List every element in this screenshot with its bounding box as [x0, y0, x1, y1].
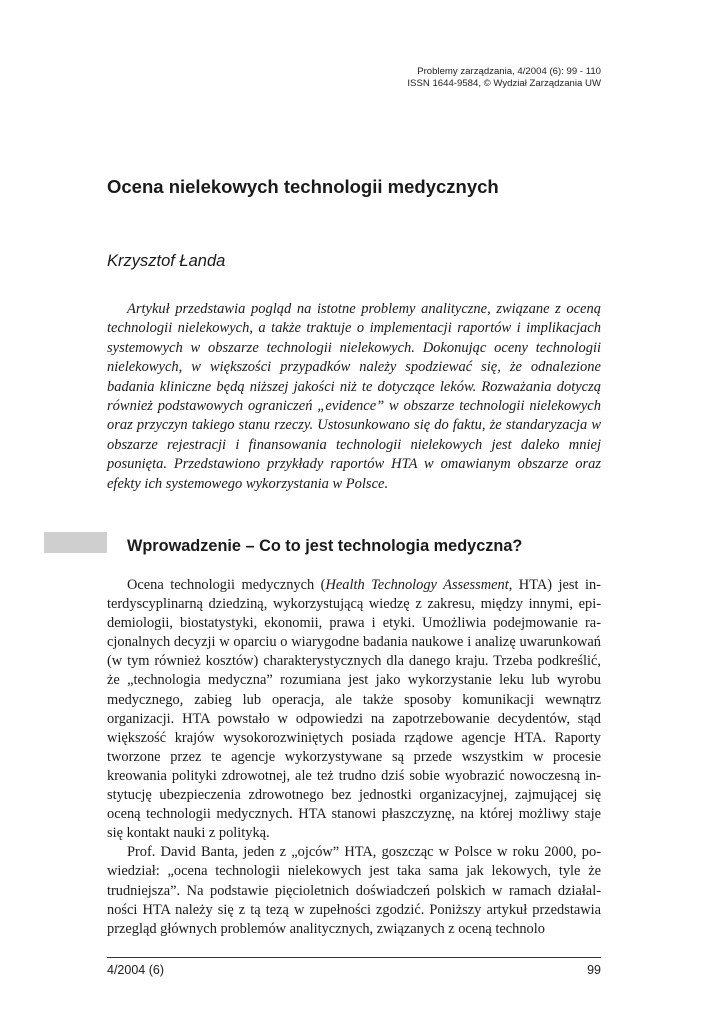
- footer-divider: [107, 957, 601, 958]
- journal-issn: ISSN 1644-9584, © Wydział Zarządzania UW: [407, 78, 601, 89]
- journal-header: [407, 66, 601, 90]
- section-heading: Wprowadzenie – Co to jest technologia medyczna?: [127, 537, 523, 555]
- journal-citation: Problemy zarządzania, 4/2004 (6): 99 - 110: [417, 66, 601, 77]
- body-paragraph-2: Prof. David Banta, jeden z „ojców” HTA, goszcząc w Polsce w roku 2000, powiedział: „ocena technologii nielekowych jest taka sama jak lekowych, tyle że trudniejsza”. Na podstawie pięcioletnich doświadczeń polskich w ramach działalności HTA należy się z tą tezą w zupełności zgodzić. Poniższy artykuł przedstawia przegląd głównych problemów analitycznych, związanych z oceną technolo: [107, 844, 601, 937]
- footer-issue: 4/2004 (6): [107, 963, 164, 977]
- paragraph-text-rest: , HTA) jest interdyscyplinarną dziedziną, wykorzystującą wiedzę z zakresu, między innymi, epidemiologii, biostatystyki, ekonomii, prawa i etyki. Umożliwia podejmowanie racjonalnych decyzji w oparciu o wiarygodne badania naukowe i analizę uwarunkowań (w tym również kosztów) charakterystycznych dla danego kraju. Trzeba podkreślić, że „technologia medyczna” rozumiana jest jako wykorzystanie leku lub wyrobu medycznego, zabieg lub operacja, ale także sposoby komunikacji wewnątrz organizacji. HTA powstało w odpowiedzi na zapotrzebowanie decydentów, stąd większość krajów wysokorozwiniętych posiada rządowe agencje HTA. Raporty tworzone przez te agencje wykorzystywane są przede wszystkim w procesie kreowania polityki zdrowotnej, ale też trudno dziś sobie wyobrazić nowoczesną instytucję ubezpieczenia zdrowotnego bez jednostki organizacyjnej, zajmującej się oceną technologii medycznych. HTA stanowi płaszczyznę, na której możliwy staje się kontakt nauki z polityką.: [107, 577, 601, 842]
- article-title: Ocena nielekowych technologii medycznych: [107, 176, 499, 197]
- article-abstract: Artykuł przedstawia pogląd na istotne problemy analityczne, związane z oceną technologii nielekowych, a także traktuje o implementacji raportów i implikacjach systemowych w obszarze technologii nielekowych. Dokonując oceny technologii nielekowych, w większości przypadków należy spodziewać się, że odnalezione badania kliniczne będą niższej jakości niż te dotyczące leków. Rozważania dotyczą również podstawowych ograniczeń „evidence” w obszarze technologii nielekowych oraz przyczyn takiego stanu rzeczy. Ustosunkowano się do faktu, że standaryzacja w obszarze rejestracji i finansowania technologii nielekowych jest daleko mniej posunięta. Przedstawiono przykłady raportów HTA w omawianym obszarze oraz efekty ich systemowego wykorzystania w Polsce.: [107, 301, 601, 492]
- paragraph-text-start: Ocena technologii medycznych (: [127, 577, 326, 593]
- hta-term-italic: Health Technology Assessment: [325, 577, 509, 593]
- article-body: [107, 576, 601, 939]
- article-author: Krzysztof Łanda: [107, 252, 226, 270]
- body-paragraph-1: [107, 576, 601, 843]
- section-marker-bar: [44, 532, 107, 553]
- page-number: 99: [587, 963, 601, 977]
